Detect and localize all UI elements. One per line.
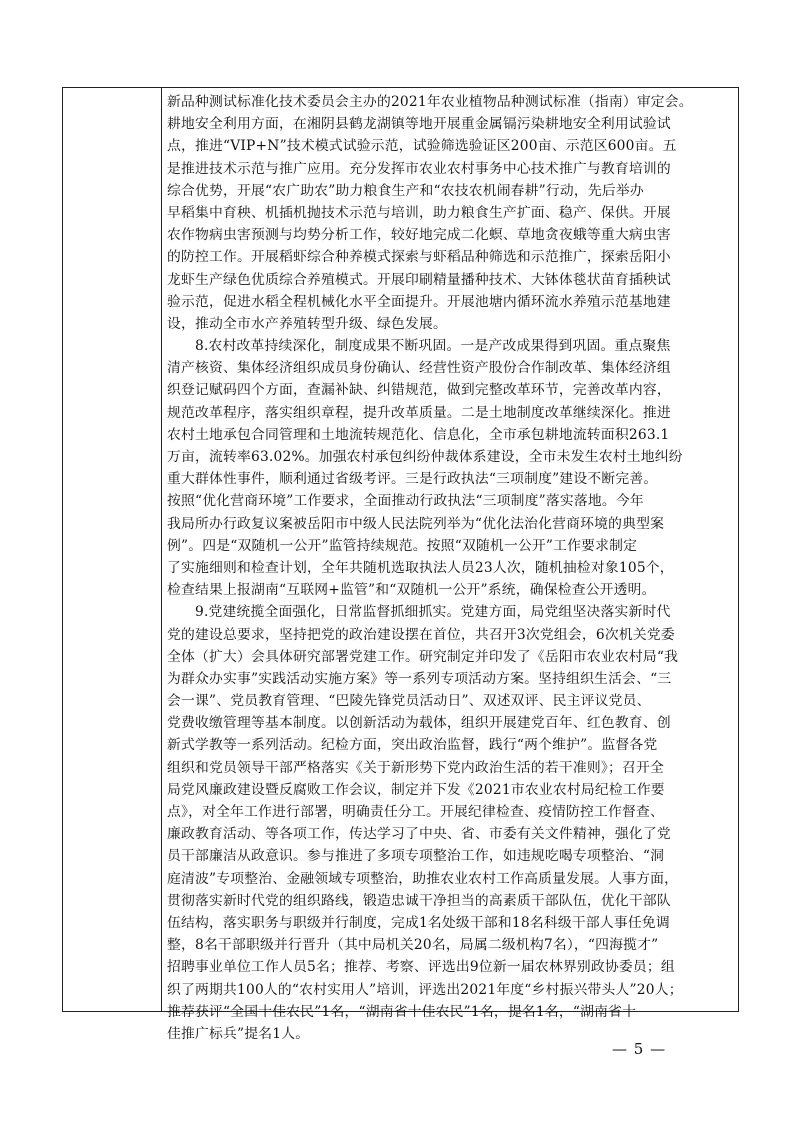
paragraph-line: 规范改革程序，落实组织章程，提升改革质量。二是土地制度改革继续深化。推进 xyxy=(167,404,671,421)
paragraph-line: 贯彻落实新时代党的组织路线，锻造忠诚干净担当的高素质干部队伍，优化干部队 xyxy=(167,892,671,909)
paragraph-line: 验示范，促进水稻全程机械化水平全面提升。开展池塘内循环流水养殖示范基地建 xyxy=(167,293,671,310)
paragraph-line: 万亩，流转率63.02%。加强农村承包纠纷仲裁体系建设，全市未发生农村土地纠纷 xyxy=(167,449,683,465)
table-body-cell xyxy=(162,88,738,1042)
paragraph-line: 新品种测试标准化技术委员会主办的2021年农业植物品种测试标准（指南）审定会。 xyxy=(167,94,693,110)
paragraph-line: 员干部廉洁从政意识。参与推进了多项专项整治工作，如违规吃喝专项整治、“洞 xyxy=(167,848,665,865)
paragraph-line: 佳推广标兵”提名1人。 xyxy=(167,1025,310,1042)
paragraph-line: 组织和党员领导干部严格落实《关于新形势下党内政治生活的若干准则》；召开全 xyxy=(167,759,664,776)
paragraph-line: 9.党建统揽全面强化，日常监督抓细抓实。党建方面，局党组坚决落实新时代 xyxy=(167,604,671,621)
paragraph-line: 局党风廉政建设暨反腐败工作会议，制定并下发《2021市农业农村局纪检工作要 xyxy=(167,781,665,798)
paragraph-line: 重大群体性事件，顺利通过省级考评。三是行政执法“三项制度”建设不断完善。 xyxy=(167,471,658,488)
paragraph-line: 伍结构，落实职务与职级并行制度，完成1名处级干部和18名科级干部人事任免调 xyxy=(167,914,670,931)
paragraph-line: 按照“优化营商环境”工作要求，全面推动行政执法“三项制度”落实落地。今年 xyxy=(167,493,644,510)
paragraph-line: 点，推进“VIP+N”技术模式试验示范，试验筛选验证区200亩、示范区600亩。五 xyxy=(167,138,677,155)
paragraph-line: 耕地安全利用方面，在湘阴县鹤龙湖镇等地开展重金属镉污染耕地安全利用试验试 xyxy=(167,116,671,133)
paragraph-line: 是推进技术示范与推广应用。充分发挥市农业农村事务中心技术推广与教育培训的 xyxy=(167,160,671,177)
paragraph-line: 党的建设总要求，坚持把党的政治建设摆在首位，共召开3次党组会，6次机关党委 xyxy=(167,626,675,643)
paragraph-line: 整，8名干部职级并行晋升（其中局机关20名，局属二级机构7名），“四海揽才” xyxy=(167,937,659,954)
paragraph-line: 点》，对全年工作进行部署，明确责任分工。开展纪律检查、疫情防控工作督查、 xyxy=(167,804,664,820)
paragraph-line: 例”。四是“双随机一公开”监管持续规范。按照“双随机一公开”工作要求制定 xyxy=(167,537,638,554)
paragraph-line: 全体（扩大）会具体研究部署党建工作。研究制定并印发了《岳阳市农业农村局“我 xyxy=(167,648,679,665)
paragraph-line: 推荐获评“全国十佳农民”1名，“湖南省十佳农民”1名，提名1名，“湖南省十 xyxy=(167,1003,637,1020)
paragraph-line: 综合优势，开展“农广助农”助力粮食生产和“农技农机闹春耕”行动，先后举办 xyxy=(167,182,644,199)
paragraph-line: 招聘事业单位工作人员5名；推荐、考察、评选出9位新一届农林界别政协委员；组 xyxy=(167,959,675,976)
paragraph-line: 农村土地承包合同管理和土地流转规范化、信息化，全市承包耕地流转面积263.1 xyxy=(167,426,670,443)
paragraph-line: 织登记赋码四个方面，查漏补缺、纠错规范，做到完整改革环节，完善改革内容， xyxy=(167,382,671,399)
paragraph-line: 的防控工作。开展稻虾综合种养模式探索与虾稻品种筛选和示范推广，探索岳阳小 xyxy=(167,249,671,266)
paragraph-line: 新式学教等一系列活动。纪检方面，突出政治监督，践行“两个维护”。监督各党 xyxy=(167,737,658,754)
paragraph-line: 8.农村改革持续深化，制度成果不断巩固。一是产改成果得到巩固。重点聚焦 xyxy=(167,338,671,355)
paragraph-line: 庭清波”专项整治、金融领域专项整治，助推农业农村工作高质量发展。人事方面， xyxy=(167,870,679,887)
paragraph-line: 我局所办行政复议案被岳阳市中级人民法院列举为“优化法治化营商环境的典型案 xyxy=(167,515,665,532)
paragraph-line: 清产核资、集体经济组织成员身份确认、经营性资产股份合作制改革、集体经济组 xyxy=(167,360,671,377)
paragraph-line: 检查结果上报湖南“互联网+监管”和“双随机一公开”系统，确保检查公开透明。 xyxy=(167,582,656,599)
paragraph-line: 农作物病虫害预测与均势分析工作，较好地完成二化螟、草地贪夜蛾等重大病虫害 xyxy=(167,227,671,244)
paragraph-line: 了实施细则和检查计划，全年共随机选取执法人员23人次，随机抽检对象105个， xyxy=(167,559,674,576)
paragraph-line: 早稻集中育秧、机插机抛技术示范与培训，助力粮食生产扩面、稳产、保供。开展 xyxy=(167,204,671,221)
table-left-column xyxy=(63,88,162,1011)
paragraph-line: 龙虾生产绿色优质综合养殖模式。开展印刷精量播种技术、大钵体毯状苗育插秧试 xyxy=(167,271,671,288)
page-number: — 5 — xyxy=(612,1040,667,1058)
paragraph-line: 为群众办实事”实践活动实施方案》等一系列专项活动方案。坚持组织生活会、“三 xyxy=(167,670,672,687)
paragraph-line: 廉政教育活动、等各项工作，传达学习了中央、省、市委有关文件精神，强化了党 xyxy=(167,826,671,843)
paragraph-line: 织了两期共100人的“农村实用人”培训，评选出2021年度“乡村振兴带头人”20人； xyxy=(167,981,683,998)
content-table xyxy=(62,87,739,1042)
paragraph-line: 党费收缴管理等基本制度。以创新活动为载体，组织开展建党百年、红色教育、创 xyxy=(167,715,671,732)
paragraph-line: 会一课”、党员教育管理、“巴陵先锋党员活动日”、双述双评、民主评议党员、 xyxy=(167,693,651,710)
paragraph-line: 设，推动全市水产养殖转型升级、绿色发展。 xyxy=(167,315,447,332)
